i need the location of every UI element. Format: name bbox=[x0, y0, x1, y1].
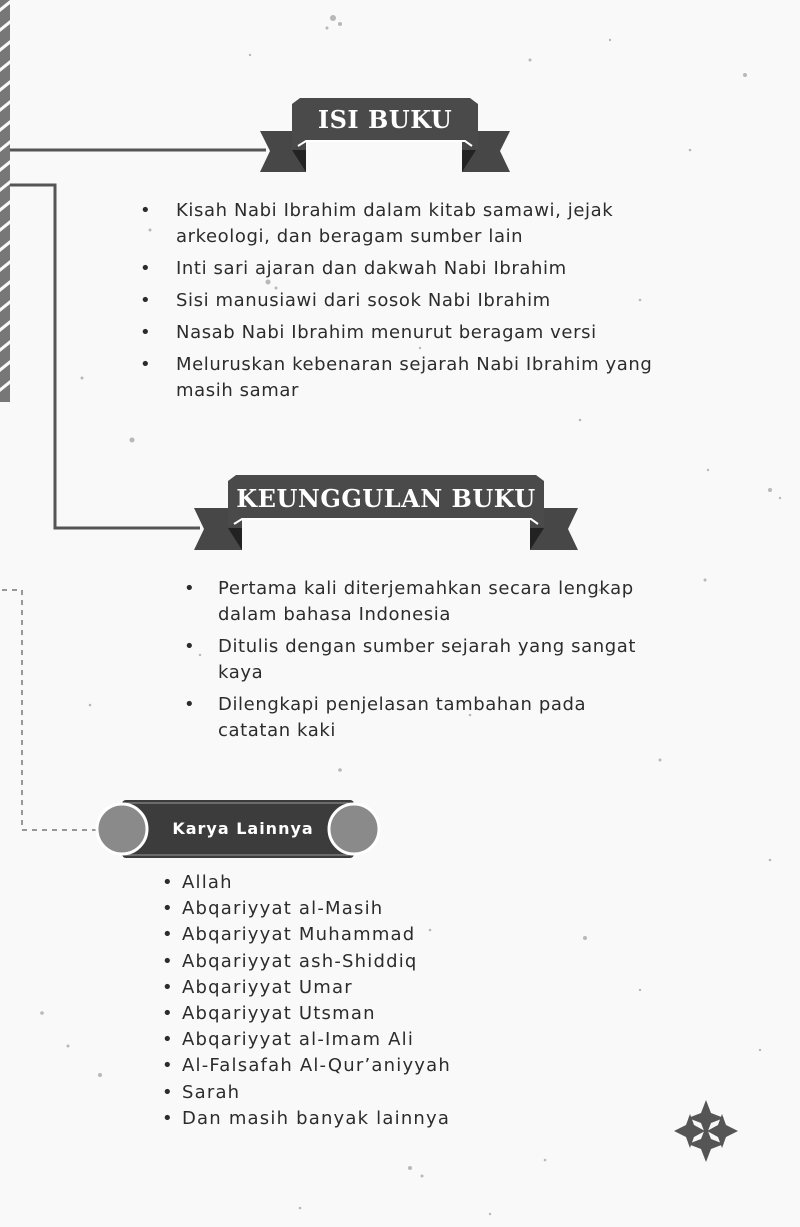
list-item: • Dilengkapi penjelasan tambahan pada catatan kaki bbox=[218, 692, 638, 744]
keunggulan-buku-title: KEUNGGULAN BUKU bbox=[236, 484, 536, 513]
list-item: • Nasab Nabi Ibrahim menurut beragam versi bbox=[176, 320, 696, 346]
list-item: • Inti sari ajaran dan dakwah Nabi Ibrahim bbox=[176, 256, 696, 282]
list-item: • Abqariyyat al-Masih bbox=[182, 896, 582, 922]
list-item: • Sarah bbox=[182, 1080, 582, 1106]
four-point-star-cluster-icon bbox=[674, 1100, 738, 1162]
isi-buku-title: ISI BUKU bbox=[317, 105, 453, 134]
list-item: • Abqariyyat ash-Shiddiq bbox=[182, 949, 582, 975]
list-item: • Meluruskan kebenaran sejarah Nabi Ibrahim yang masih samar bbox=[176, 352, 696, 404]
isi-buku-list bbox=[176, 198, 696, 410]
dashed-connector bbox=[2, 590, 100, 830]
karya-lainnya-title: Karya Lainnya bbox=[172, 819, 314, 838]
list-item: • Pertama kali diterjemahkan secara lengkap dalam bahasa Indonesia bbox=[218, 576, 638, 628]
list-item: • Abqariyyat al-Imam Ali bbox=[182, 1027, 582, 1053]
list-item: • Abqariyyat Umar bbox=[182, 975, 582, 1001]
list-item: • Dan masih banyak lainnya bbox=[182, 1106, 582, 1132]
list-item: • Abqariyyat Muhammad bbox=[182, 922, 582, 948]
list-item: • Allah bbox=[182, 870, 582, 896]
keunggulan-buku-list bbox=[218, 576, 638, 750]
list-item: • Kisah Nabi Ibrahim dalam kitab samawi, jejak arkeologi, dan beragam sumber lain bbox=[176, 198, 696, 250]
rope-border-icon bbox=[0, 0, 10, 402]
list-item: • Al-Falsafah Al-Qur’aniyyah bbox=[182, 1053, 582, 1079]
karya-lainnya-list bbox=[182, 870, 582, 1132]
list-item: • Abqariyyat Utsman bbox=[182, 1001, 582, 1027]
list-item: • Ditulis dengan sumber sejarah yang sangat kaya bbox=[218, 634, 638, 686]
list-item: • Sisi manusiawi dari sosok Nabi Ibrahim bbox=[176, 288, 696, 314]
